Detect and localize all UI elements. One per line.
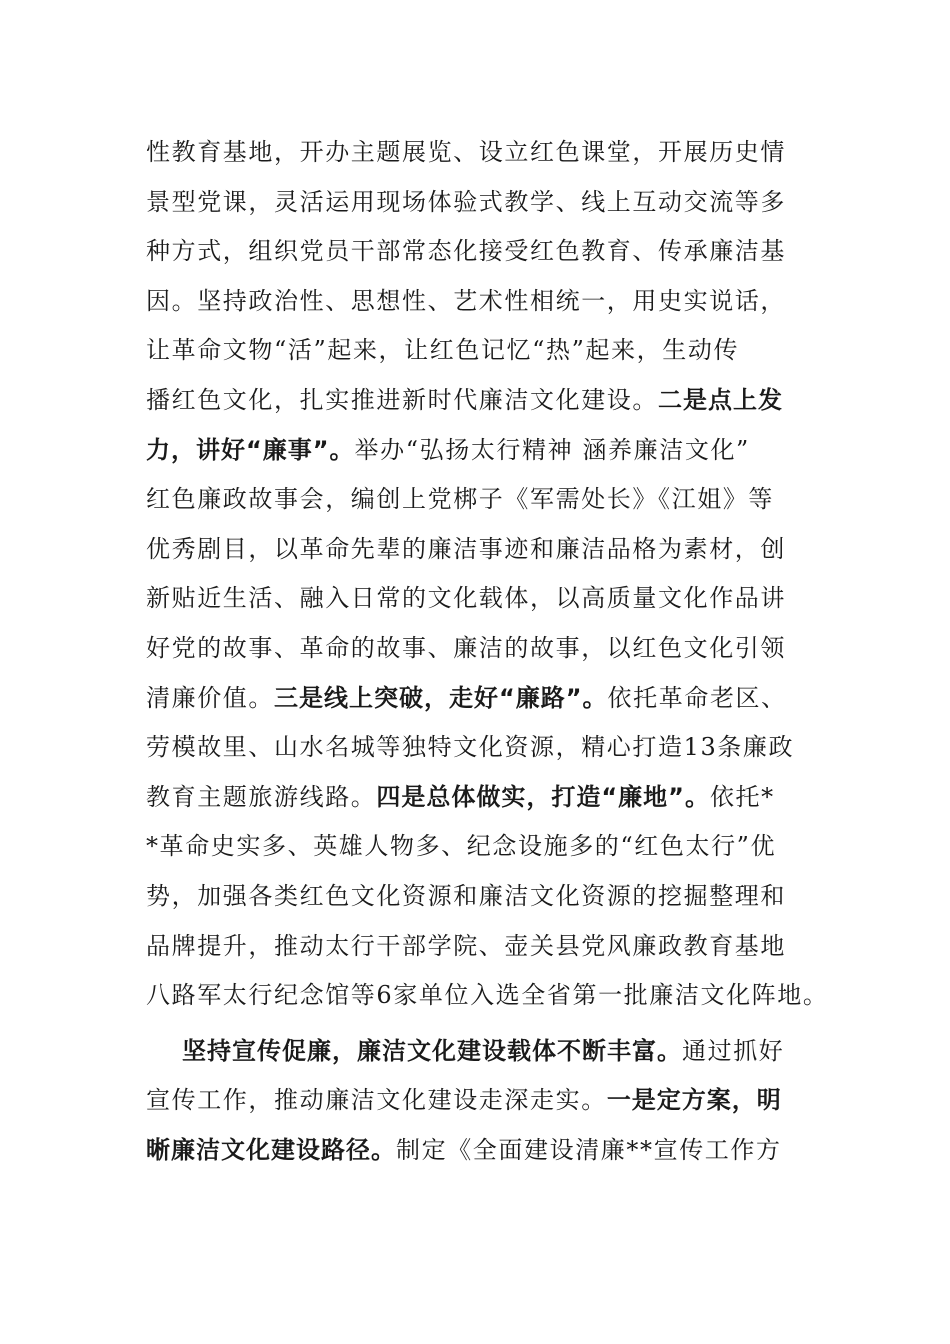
text-line [146, 822, 826, 872]
text-line [146, 574, 826, 624]
bold-heading-segment: 一是定方案，明 [606, 1086, 782, 1115]
text-line [146, 525, 826, 575]
text-line [146, 723, 826, 773]
text-segment: 好党的故事、革命的故事、廉洁的故事，以红色文化引领 [146, 633, 786, 662]
text-line [146, 1126, 826, 1176]
paragraph-first-line [146, 1027, 826, 1077]
text-segment: 让革命文物“活”起来，让红色记忆“热”起来，生动传 [146, 336, 740, 365]
text-segment: 举办“弘扬太行精神 涵养廉洁文化” [354, 435, 750, 464]
text-line [146, 128, 826, 178]
text-line [146, 426, 826, 476]
text-line [146, 1076, 826, 1126]
text-line [146, 376, 826, 426]
bold-heading-segment: 二是点上发 [658, 385, 783, 414]
text-segment: 制定《全面建设清廉**宣传工作方 [396, 1135, 782, 1164]
text-line [146, 773, 826, 823]
text-line [146, 674, 826, 724]
text-segment: 清廉价值。 [146, 683, 274, 712]
text-line [146, 872, 826, 922]
text-line [146, 326, 826, 376]
text-segment: 依托革命老区、 [607, 683, 787, 712]
text-segment: 劳模故里、山水名城等独特文化资源，精心打造13条廉政 [146, 733, 795, 762]
text-segment: 景型党课，灵活运用现场体验式教学、线上互动交流等多 [146, 187, 786, 216]
text-line [146, 922, 826, 972]
bold-heading-segment: 四是总体做实，打造“廉地”。 [376, 782, 710, 811]
text-segment: 八路军太行纪念馆等6家单位入选全省第一批廉洁文化阵地。 [146, 981, 829, 1010]
text-line [146, 624, 826, 674]
body-text [146, 128, 829, 1175]
text-segment: 品牌提升，推动太行干部学院、壶关县党风廉政教育基地 [146, 931, 786, 960]
text-line [146, 178, 826, 228]
text-segment: 势，加强各类红色文化资源和廉洁文化资源的挖掘整理和 [146, 881, 786, 910]
bold-heading-segment: 三是线上突破，走好“廉路”。 [274, 683, 608, 712]
bold-heading-segment: 力，讲好“廉事”。 [146, 435, 355, 464]
text-segment: 教育主题旅游线路。 [146, 782, 377, 811]
text-segment: 通过抓好 [682, 1036, 785, 1065]
text-segment: 因。坚持政治性、思想性、艺术性相统一，用史实说话， [146, 286, 786, 315]
text-line [146, 227, 826, 277]
text-segment: 播红色文化，扎实推进新时代廉洁文化建设。 [146, 385, 658, 414]
text-segment: 种方式，组织党员干部常态化接受红色教育、传承廉洁基 [146, 237, 786, 266]
bold-heading-segment: 坚持宣传促廉，廉洁文化建设载体不断丰富。 [182, 1036, 682, 1065]
text-segment: 性教育基地，开办主题展览、设立红色课堂，开展历史情 [146, 138, 786, 166]
text-segment: 新贴近生活、融入日常的文化载体，以高质量文化作品讲 [146, 584, 786, 613]
text-segment: 红色廉政故事会，编创上党梆子《军需处长》《江姐》等 [146, 485, 774, 514]
text-line [146, 971, 829, 1021]
text-line [146, 277, 826, 327]
text-line [146, 475, 826, 525]
text-segment: *革命史实多、英雄人物多、纪念设施多的“红色太行”优 [146, 832, 777, 861]
text-segment: 优秀剧目，以革命先辈的廉洁事迹和廉洁品格为素材，创 [146, 534, 786, 563]
bold-heading-segment: 晰廉洁文化建设路径。 [146, 1135, 396, 1164]
text-segment: 宣传工作，推动廉洁文化建设走深走实。 [146, 1086, 607, 1115]
text-segment: 依托* [709, 782, 775, 811]
